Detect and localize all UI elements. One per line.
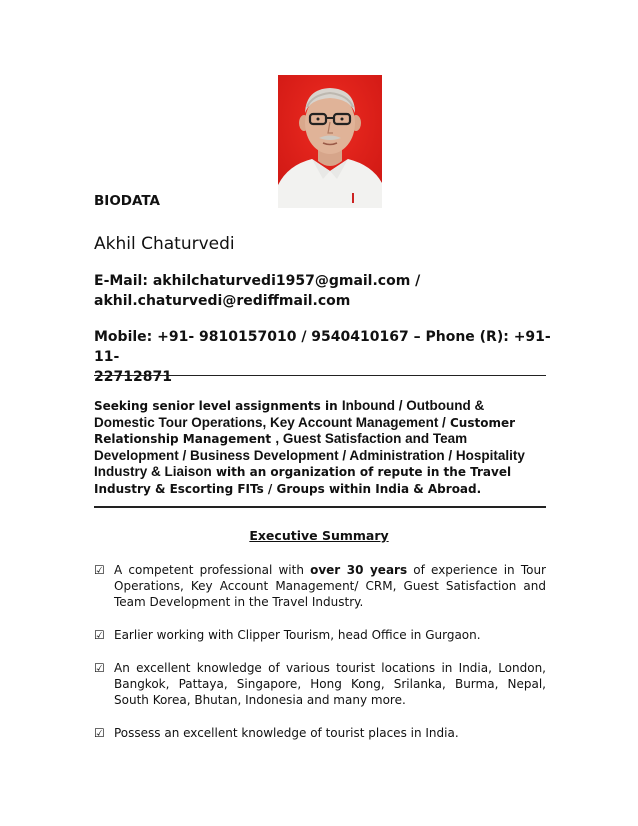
- objective-text-3: with an organization of repute in the: [211, 465, 471, 479]
- objective-text-2: Customer Relationship Management: [94, 415, 516, 446]
- email-block: [94, 271, 554, 311]
- portrait-image: [278, 75, 382, 208]
- summary-item-text: Possess an excellent knowledge of tourist places in India.: [114, 726, 459, 740]
- summary-item: [94, 660, 546, 708]
- checkbox-icon: ☑: [94, 726, 105, 740]
- mobile-line-2: 22712871: [94, 369, 172, 385]
- biodata-heading: BIODATA: [94, 193, 161, 209]
- profile-photo: [278, 75, 382, 208]
- summary-item: [94, 725, 546, 741]
- summary-item: [94, 627, 546, 643]
- summary-item-text-end: of experience in Tour Operations, Key Account Management/ CRM, Guest Satisfaction and Team Development in the Travel Industry.: [114, 563, 546, 609]
- objective-text-1: Seeking senior level assignments in: [94, 399, 342, 413]
- divider-bottom: [94, 506, 546, 508]
- candidate-name: Akhil Chaturvedi: [94, 234, 235, 254]
- summary-item-highlight: over 30 years: [310, 563, 408, 577]
- executive-summary-heading: Executive Summary: [249, 528, 389, 543]
- summary-item-text: An excellent knowledge of various tourist locations in India, London, Bangkok, Pattaya, Singapore, Hong Kong, Srilanka, Burma, Nepal, South Korea, Bhutan, Indonesia and many more.: [114, 661, 546, 707]
- objective-bold-3: Travel Industry & Escorting FITs / Groups within India & Abroad.: [94, 465, 512, 496]
- summary-item-text: Earlier working with Clipper Tourism, head Office in Gurgaon.: [114, 628, 481, 642]
- email-line-1: E-Mail: akhilchaturvedi1957@gmail.com /: [94, 273, 421, 289]
- career-objective: [94, 398, 546, 497]
- divider-top: [94, 375, 546, 376]
- checkbox-icon: ☑: [94, 661, 105, 675]
- summary-item-text: A competent professional with: [114, 563, 311, 577]
- checkbox-icon: ☑: [94, 628, 105, 642]
- mobile-line-1: Mobile: +91- 9810157010 / 9540410167 – Phone (R): +91-11-: [94, 329, 551, 365]
- summary-item: [94, 562, 546, 610]
- mobile-block: [94, 327, 554, 387]
- objective-bold-2: , Guest Satisfaction and Team Development / Business Development / Administration / Hospitality Industry & Liaison: [94, 431, 525, 479]
- email-line-2: akhil.chaturvedi@rediffmail.com: [94, 293, 351, 309]
- checkbox-icon: ☑: [94, 563, 105, 577]
- objective-bold-1: Inbound / Outbound & Domestic Tour Operations, Key Account Management /: [94, 398, 485, 430]
